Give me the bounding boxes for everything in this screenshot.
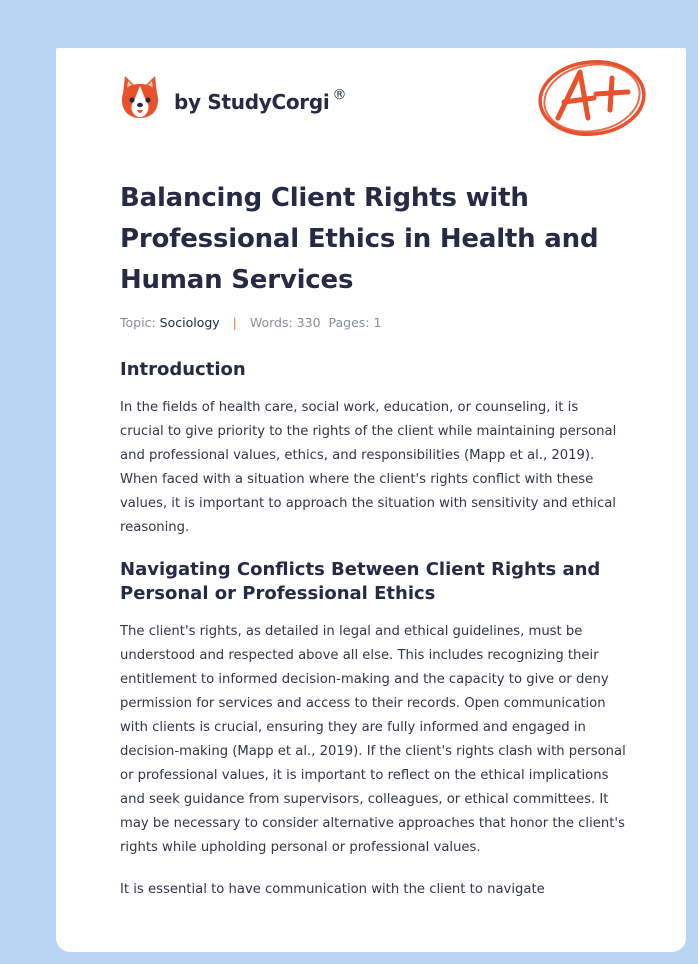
section-heading-navigating-conflicts: Navigating Conflicts Between Client Rights and Personal or Professional Ethics [120, 559, 601, 604]
meta-separator: | [232, 315, 237, 330]
document-title: Balancing Client Rights with Professional Ethics in Health and Human Services [120, 183, 599, 295]
section-heading-introduction: Introduction [120, 359, 246, 380]
topic-link[interactable]: Sociology [159, 315, 220, 330]
document-meta [120, 314, 626, 332]
paragraph: The client's rights, as detailed in legal and ethical guidelines, must be understood and respected above all else. This includes recognizing their entitlement to informed decision-making and the capacity to give or deny permission for services and access to their records. Open communication with clients is crucial, ensuring they are fully informed and engaged in decision-making (Mapp et al., 2019). If the client's rights clash with personal or professional values, it is important to reflect on the ethical implications and seek guidance from supervisors, colleagues, or ethical committees. It may be necessary to consider alternative approaches that honor the client's rights while upholding personal or professional values. [120, 624, 626, 855]
page-count: Pages: 1 [328, 315, 382, 330]
paragraph: It is essential to have communication with the client to navigate [120, 882, 545, 897]
word-count: Words: 330 [249, 315, 321, 330]
paragraph: In the fields of health care, social work, education, or counseling, it is crucial to give priority to the rights of the client while maintaining personal and professional values, ethics, and responsibilities (Mapp et al., 2019). When faced with a situation where the client's rights conflict with these values, it is important to approach the situation with sensitivity and ethical reasoning. [120, 400, 617, 535]
corgi-icon [120, 74, 160, 120]
studycorgi-logo[interactable] [120, 74, 346, 120]
a-plus-grade-icon [536, 56, 648, 140]
brand-name: by StudyCorgi ® [174, 87, 347, 114]
topic-label: Topic: [120, 315, 156, 330]
document-content [120, 178, 626, 902]
